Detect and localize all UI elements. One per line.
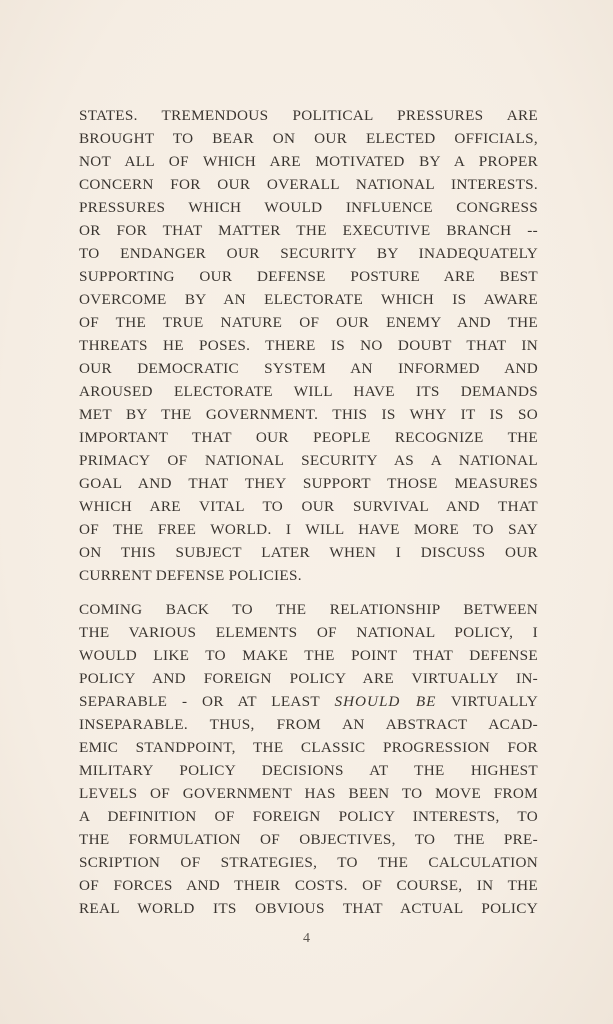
emphasized-text: SHOULD BE [334, 693, 437, 710]
paragraph-1-line: AROUSED ELECTORATE WILL HAVE ITS DEMANDS [79, 383, 538, 400]
paragraph-1-line: WHICH ARE VITAL TO OUR SURVIVAL AND THAT [79, 498, 538, 515]
paragraph-1-line: PRESSURES WHICH WOULD INFLUENCE CONGRESS [79, 199, 538, 216]
paragraph-2-line-emphasis [79, 690, 538, 713]
paragraph-1-line: STATES. TREMENDOUS POLITICAL PRESSURES ARE [79, 107, 538, 124]
paragraph-1-line: TO ENDANGER OUR SECURITY BY INADEQUATELY [79, 245, 538, 262]
paragraph-1-line: OF THE TRUE NATURE OF OUR ENEMY AND THE [79, 314, 538, 331]
paragraph-1-line: PRIMACY OF NATIONAL SECURITY AS A NATIONAL [79, 452, 538, 469]
paragraph-1-line: CONCERN FOR OUR OVERALL NATIONAL INTERESTS. [79, 176, 538, 193]
paragraph-1-line: NOT ALL OF WHICH ARE MOTIVATED BY A PROPER [79, 153, 538, 170]
paragraph-2-line: REAL WORLD ITS OBVIOUS THAT ACTUAL POLICY [79, 900, 538, 917]
paragraph-1-line: MET BY THE GOVERNMENT. THIS IS WHY IT IS SO [79, 406, 538, 423]
paragraph-1-line: THREATS HE POSES. THERE IS NO DOUBT THAT IN [79, 337, 538, 354]
paragraph-2-line: SCRIPTION OF STRATEGIES, TO THE CALCULATION [79, 854, 538, 871]
line-text-after: VIRTUALLY [436, 693, 538, 710]
paragraph-1-line: OF THE FREE WORLD. I WILL HAVE MORE TO SAY [79, 521, 538, 538]
paragraph-1 [79, 104, 538, 587]
paragraph-1-line: CURRENT DEFENSE POLICIES. [79, 567, 302, 584]
paragraph-2-line: WOULD LIKE TO MAKE THE POINT THAT DEFENSE [79, 647, 538, 664]
paragraph-2-line: COMING BACK TO THE RELATIONSHIP BETWEEN [79, 601, 538, 618]
paragraph-1-line: BROUGHT TO BEAR ON OUR ELECTED OFFICIALS, [79, 130, 538, 147]
paragraph-2-line: MILITARY POLICY DECISIONS AT THE HIGHEST [79, 762, 538, 779]
page-number: 4 [303, 931, 310, 946]
line-text-before: SEPARABLE - OR AT LEAST [79, 693, 335, 710]
paragraph-1-line: OUR DEMOCRATIC SYSTEM AN INFORMED AND [79, 360, 538, 377]
paragraph-1-line: SUPPORTING OUR DEFENSE POSTURE ARE BEST [79, 268, 538, 285]
paragraph-2-line: EMIC STANDPOINT, THE CLASSIC PROGRESSION FOR [79, 739, 538, 756]
paragraph-2-line: THE FORMULATION OF OBJECTIVES, TO THE PRE- [79, 831, 538, 848]
paragraph-2-line: LEVELS OF GOVERNMENT HAS BEEN TO MOVE FROM [79, 785, 538, 802]
paragraph-1-line: OVERCOME BY AN ELECTORATE WHICH IS AWARE [79, 291, 538, 308]
paragraph-2-line: A DEFINITION OF FOREIGN POLICY INTERESTS, TO [79, 808, 538, 825]
paragraph-1-line: IMPORTANT THAT OUR PEOPLE RECOGNIZE THE [79, 429, 538, 446]
paragraph-2-line: INSEPARABLE. THUS, FROM AN ABSTRACT ACAD- [79, 716, 538, 733]
paragraph-1-line: OR FOR THAT MATTER THE EXECUTIVE BRANCH -- [79, 222, 538, 239]
paragraph-1-line: ON THIS SUBJECT LATER WHEN I DISCUSS OUR [79, 544, 538, 561]
paragraph-1-line: GOAL AND THAT THEY SUPPORT THOSE MEASURES [79, 475, 538, 492]
paragraph-2-line: POLICY AND FOREIGN POLICY ARE VIRTUALLY IN- [79, 670, 538, 687]
paragraph-2-line: THE VARIOUS ELEMENTS OF NATIONAL POLICY, I [79, 624, 538, 641]
paragraph-2-line: OF FORCES AND THEIR COSTS. OF COURSE, IN THE [79, 877, 538, 894]
paragraph-2 [79, 598, 538, 920]
